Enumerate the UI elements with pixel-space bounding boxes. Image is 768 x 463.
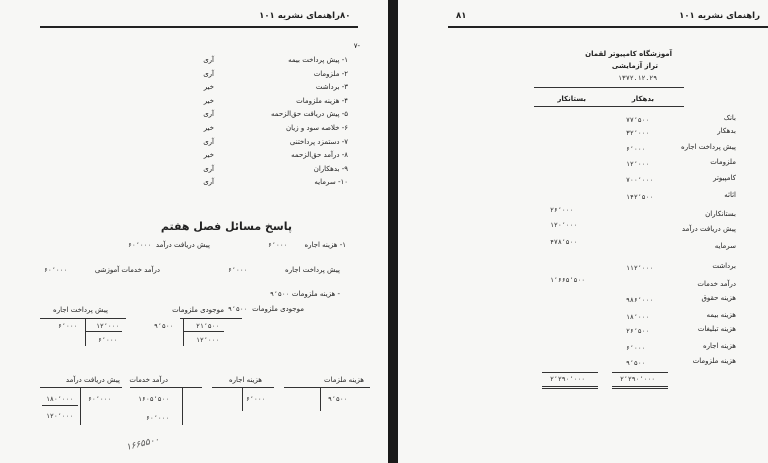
t3-top-rule bbox=[284, 387, 370, 388]
entry1-credit-amount: ۶۰٬۰۰۰ bbox=[128, 241, 152, 249]
total-debit: ۲٬۲۹۰٬۰۰۰ bbox=[620, 375, 656, 383]
entry1-debit-label: ۱- هزینه اجاره bbox=[304, 241, 346, 249]
entry1-credit-label: پیش دریافت درآمد bbox=[155, 241, 210, 249]
answer-item: ۷- دستمزد پرداختنی bbox=[289, 137, 348, 146]
right-page bbox=[398, 0, 768, 463]
total-debit-rule bbox=[612, 372, 668, 373]
answer-item: ۱۰- سرمایه bbox=[314, 178, 348, 187]
t1-credit: ۹٬۵۰۰ bbox=[154, 322, 174, 330]
tb-debit: ۶٬۰۰۰ bbox=[626, 344, 646, 352]
total-credit-double-2 bbox=[542, 388, 598, 389]
t3-mid-rule bbox=[320, 387, 321, 411]
t4-top-rule bbox=[212, 387, 274, 388]
entry2-credit-amount: ۶۰٬۰۰۰ bbox=[44, 266, 68, 274]
entry3-credit-amount: ۹٬۵۰۰ bbox=[228, 305, 248, 313]
report-date: ۱۳۷۲.۱۲.۲۹ bbox=[618, 74, 658, 82]
tb-credit: ۱۲۰٬۰۰۰ bbox=[550, 221, 578, 229]
tb-account: بستانکاران bbox=[705, 210, 736, 218]
t4-mid-rule bbox=[242, 387, 243, 411]
t2-credit: ۶٬۰۰۰ bbox=[58, 322, 78, 330]
answer-item: ۵- پیش دریافت حق‌الزحمه bbox=[271, 110, 348, 119]
tb-account: اثاثه bbox=[724, 191, 736, 199]
entry2-credit-label: درآمد خدمات آموزشی bbox=[94, 266, 160, 274]
tb-account: هزینه ملزومات bbox=[692, 357, 736, 365]
tb-credit: ۲۶٬۰۰۰ bbox=[550, 206, 574, 214]
answer-value: آری bbox=[203, 164, 214, 173]
tb-debit: ۱۸٬۰۰۰ bbox=[626, 313, 650, 321]
answer-item: ۳- برداشت bbox=[315, 83, 348, 92]
t1-top-rule bbox=[180, 318, 242, 319]
tb-account: ملزومات bbox=[710, 158, 736, 166]
tb-debit: ۹۸۶٬۰۰۰ bbox=[626, 296, 654, 304]
tb-account: سرمایه bbox=[714, 242, 736, 250]
right-page-number: ۸۱ bbox=[456, 11, 467, 21]
t6-title: پیش دریافت درآمد bbox=[65, 376, 120, 384]
tb-account: هزینه تبلیغات bbox=[697, 325, 736, 333]
t2-balance: ۶٬۰۰۰ bbox=[98, 336, 118, 344]
t6-sub-rule bbox=[42, 405, 78, 406]
tb-debit: ۳۲٬۰۰۰ bbox=[626, 129, 650, 137]
answer-value: خیر bbox=[203, 151, 214, 160]
tb-debit: ۱۲٬۰۰۰ bbox=[626, 160, 650, 168]
answer-value: آری bbox=[203, 56, 214, 64]
answer-value: آری bbox=[203, 110, 214, 119]
t1-debit: ۲۱٬۵۰۰ bbox=[196, 322, 220, 330]
tb-account: هزینه اجاره bbox=[702, 342, 736, 350]
handwritten-note: ۱۶۶۵۵۰۰ bbox=[125, 435, 161, 453]
tb-account: پیش دریافت درآمد bbox=[681, 225, 736, 233]
answer-item: ۴- هزینه ملزومات bbox=[296, 96, 348, 105]
entry2-debit-label: پیش پرداخت اجاره bbox=[285, 266, 340, 274]
answer-item: ۸- درآمد حق‌الزحمه bbox=[291, 151, 348, 160]
t2-debit: ۱۲٬۰۰۰ bbox=[96, 322, 120, 330]
book-gutter bbox=[388, 0, 398, 463]
question-number: -۷ bbox=[353, 42, 360, 50]
tb-account: هزینه بیمه bbox=[706, 311, 736, 319]
answer-item: ۹- بدهکاران bbox=[313, 164, 348, 173]
tb-debit: ۶٬۰۰۰ bbox=[626, 145, 646, 153]
tb-debit: ۷۰۰٬۰۰۰ bbox=[626, 176, 654, 184]
section-title: پاسخ مسائل فصل هفتم bbox=[160, 220, 292, 233]
left-page-number: ۸۰ bbox=[340, 11, 351, 21]
t1-title: موجودی ملزومات bbox=[172, 306, 224, 314]
answer-item: ۱- پیش پرداخت بیمه bbox=[288, 56, 348, 64]
tb-account: بدهکار bbox=[717, 127, 736, 135]
answer-value: خیر bbox=[203, 83, 214, 92]
t2-title: پیش پرداخت اجاره bbox=[53, 306, 108, 314]
tb-account: هزینه حقوق bbox=[701, 294, 736, 302]
col-credit: بستانکار bbox=[557, 95, 586, 103]
t2-sub-rule bbox=[86, 331, 122, 332]
tb-account: بانک bbox=[723, 114, 736, 122]
total-debit-double-2 bbox=[612, 388, 668, 389]
entry3-debit-amount: ۹٬۵۰۰ bbox=[270, 290, 290, 298]
header-bottom-rule bbox=[534, 106, 684, 107]
report-title: تراز آزمایشی bbox=[611, 62, 658, 70]
t4-title: هزینه اجاره bbox=[228, 376, 262, 384]
entry2-debit-amount: ۶٬۰۰۰ bbox=[228, 266, 248, 274]
tb-account: کامپیوتر bbox=[713, 174, 736, 182]
tb-debit: ۱۱۲٬۰۰۰ bbox=[626, 264, 654, 272]
t3-title: هزینه ملزمات bbox=[324, 376, 364, 384]
total-debit-double-1 bbox=[612, 386, 668, 387]
left-header-title: راهنمای نشریه ۱۰۱ bbox=[259, 11, 340, 21]
t2-mid-rule bbox=[85, 318, 86, 346]
t5-mid-rule bbox=[182, 387, 183, 425]
t6-debit: ۶۰٬۰۰۰ bbox=[88, 395, 112, 403]
t5-top-rule bbox=[130, 387, 202, 388]
t3-debit: ۹٬۵۰۰ bbox=[328, 395, 348, 403]
total-credit-rule bbox=[542, 372, 598, 373]
t5-title: درآمد خدمات bbox=[129, 376, 168, 384]
answer-value: آری bbox=[203, 137, 214, 146]
tb-account: درآمد خدمات bbox=[697, 280, 736, 288]
t6-top-rule bbox=[40, 387, 122, 388]
t6-balance: ۱۲۰٬۰۰۰ bbox=[46, 412, 74, 420]
answer-value: آری bbox=[203, 69, 214, 78]
entry3-debit-label: - هزینه ملزومات bbox=[291, 290, 340, 298]
t6-mid-rule bbox=[80, 387, 81, 425]
t5-credit: ۱۶۰۵٬۵۰۰ bbox=[138, 395, 170, 403]
t1-sub-rule bbox=[184, 331, 224, 332]
company-name: آموزشگاه کامپیوتر لقمان bbox=[585, 50, 672, 58]
t6-credit: ۱۸۰٬۰۰۰ bbox=[46, 395, 74, 403]
entry1-debit-amount: ۶٬۰۰۰ bbox=[268, 241, 288, 249]
t4-debit: ۶٬۰۰۰ bbox=[246, 395, 266, 403]
answer-item: ۶- خلاصه سود و زیان bbox=[286, 124, 348, 132]
t2-top-rule bbox=[40, 318, 126, 319]
col-debit: بدهکار bbox=[631, 95, 654, 103]
answer-value: آری bbox=[203, 178, 214, 187]
answer-value: خیر bbox=[203, 96, 214, 105]
tb-credit: ۱٬۶۶۵٬۵۰۰ bbox=[550, 276, 586, 284]
tb-debit: ۱۴۲٬۵۰۰ bbox=[626, 193, 654, 201]
tb-debit: ۲۶٬۵۰۰ bbox=[626, 327, 650, 335]
answer-item: ۲- ملزومات bbox=[313, 69, 348, 78]
tb-debit: ۹٬۵۰۰ bbox=[626, 359, 646, 367]
t5-extra: ۶۰٬۰۰۰ bbox=[146, 414, 170, 422]
left-header-rule bbox=[40, 26, 358, 28]
total-credit: ۲٬۲۹۰٬۰۰۰ bbox=[550, 375, 586, 383]
t1-balance: ۱۲٬۰۰۰ bbox=[196, 336, 220, 344]
total-credit-double-1 bbox=[542, 386, 598, 387]
tb-debit: ۷۷٬۵۰۰ bbox=[626, 116, 650, 124]
header-top-rule bbox=[534, 87, 684, 88]
tb-credit: ۴۷۸٬۵۰۰ bbox=[550, 238, 578, 246]
answer-value: خیر bbox=[203, 124, 214, 132]
tb-account: پیش پرداخت اجاره bbox=[681, 143, 736, 151]
tb-account: برداشت bbox=[712, 262, 736, 270]
entry3-credit-label: موجودی ملزومات bbox=[252, 305, 304, 313]
t1-mid-rule bbox=[183, 318, 184, 346]
right-header-title: راهنمای نشریه ۱۰۱ bbox=[679, 11, 760, 21]
right-header-rule bbox=[448, 26, 768, 28]
